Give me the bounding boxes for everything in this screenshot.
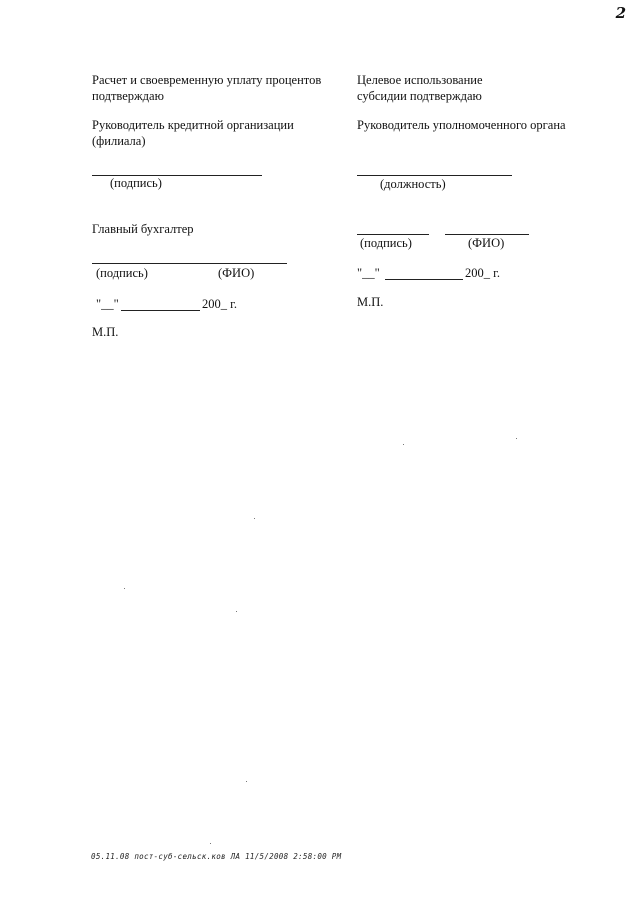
left-org-line2: (филиала) — [92, 134, 146, 148]
accountant-signature-line — [92, 263, 287, 264]
right-position-line — [357, 175, 512, 176]
scan-speck — [403, 444, 404, 445]
right-heading-line1: Целевое использование — [357, 73, 483, 87]
accountant-title: Главный бухгалтер — [92, 222, 194, 236]
left-stamp: М.П. — [92, 325, 119, 339]
right-signature-line — [357, 234, 429, 235]
right-heading-line2: субсидии подтверждаю — [357, 89, 482, 103]
scan-speck — [516, 438, 517, 439]
right-date-year: 200_ г. — [465, 266, 500, 280]
right-date-quote: "__" — [357, 266, 380, 280]
right-position-label: (должность) — [380, 177, 446, 191]
scan-speck — [246, 781, 247, 782]
scan-speck — [236, 611, 237, 612]
left-heading-line1: Расчет и своевременную уплату процентов — [92, 73, 322, 87]
left-org-line1: Руководитель кредитной организации — [92, 118, 294, 132]
page-number: 2 — [615, 4, 626, 22]
left-date-line — [121, 310, 200, 311]
right-signature-label: (подпись) — [360, 236, 412, 250]
right-date-line — [385, 279, 463, 280]
left-heading-line2: подтверждаю — [92, 89, 164, 103]
scan-speck — [210, 843, 211, 844]
right-stamp: М.П. — [357, 295, 384, 309]
left-date-quote: "__" — [96, 297, 119, 311]
scan-speck — [254, 518, 255, 519]
right-fio-label: (ФИО) — [468, 236, 505, 250]
scan-speck — [124, 588, 125, 589]
accountant-signature-label: (подпись) — [96, 266, 148, 280]
right-fio-line — [445, 234, 529, 235]
right-org-line1: Руководитель уполномоченного органа — [357, 118, 566, 132]
accountant-fio-label: (ФИО) — [218, 266, 255, 280]
footer-filename: 05.11.08 пост-суб-сельск.ков ЛА 11/5/2008 2:58:00 PM — [91, 852, 342, 861]
left-signature-label: (подпись) — [110, 176, 162, 190]
left-date-year: 200_ г. — [202, 297, 237, 311]
